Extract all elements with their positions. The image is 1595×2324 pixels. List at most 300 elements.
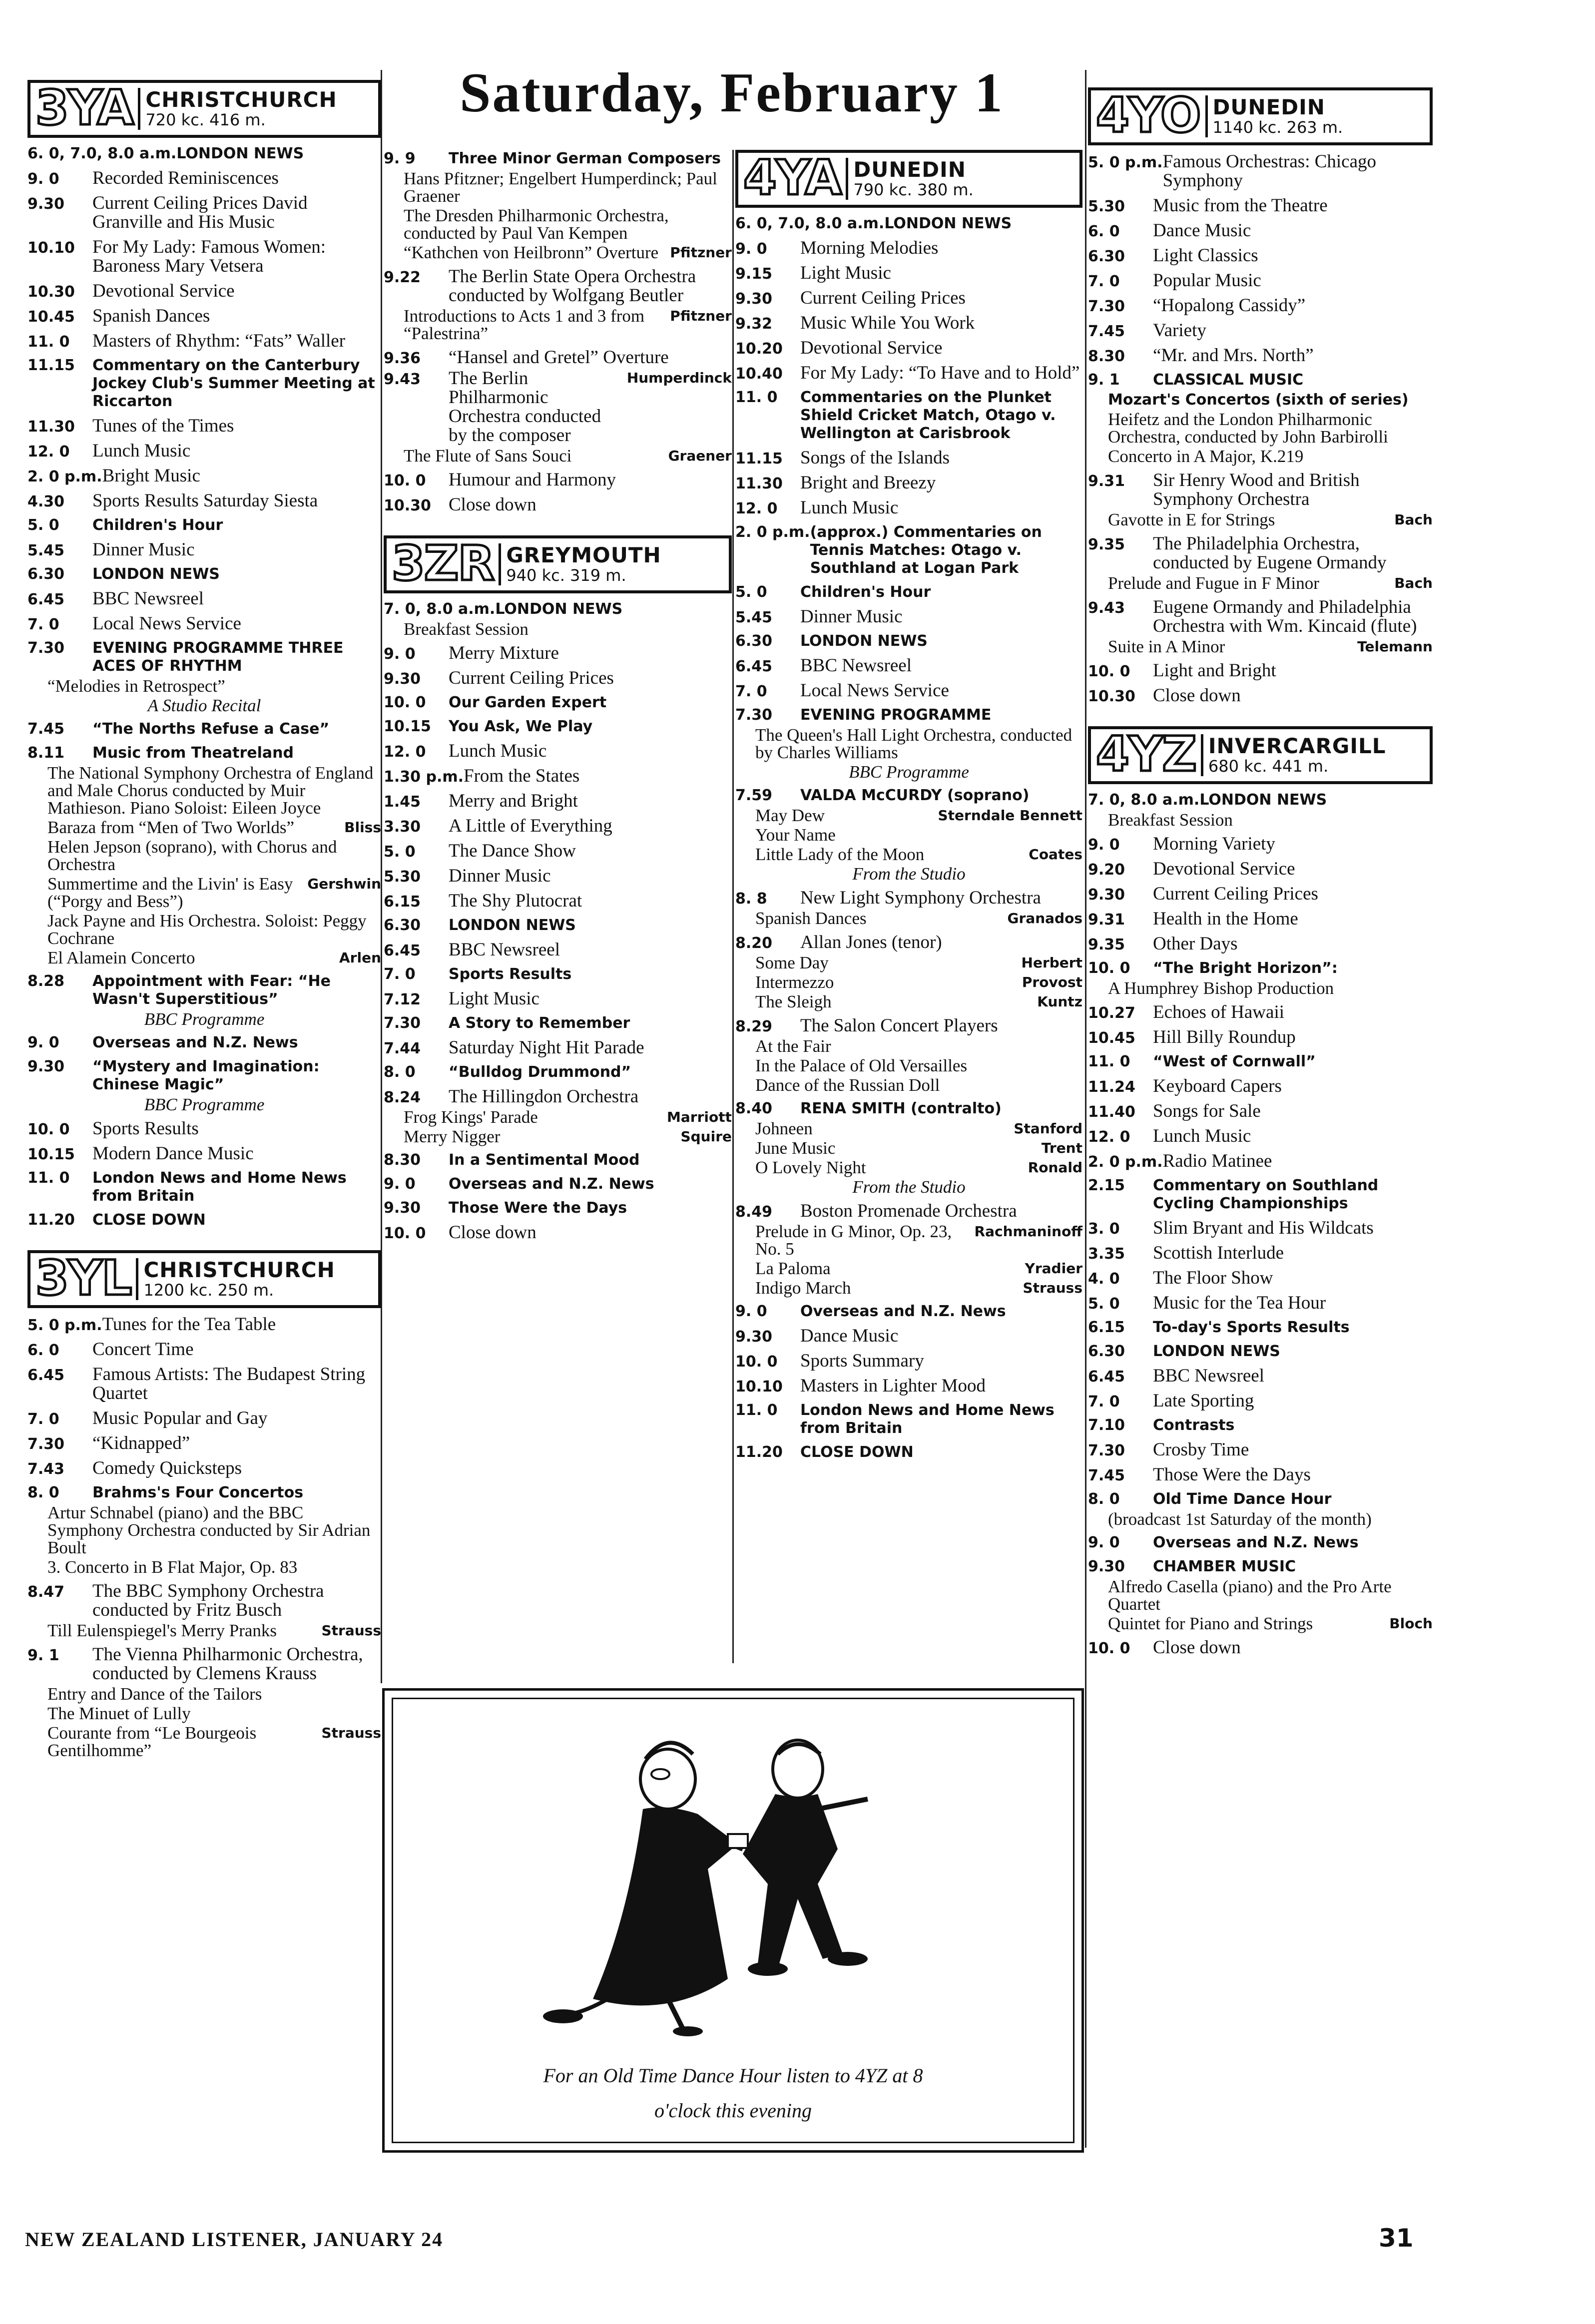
schedule-item xyxy=(1088,959,1433,977)
schedule-item xyxy=(1088,1053,1433,1071)
column-1 xyxy=(27,80,381,1765)
schedule-title: London News and Home News from Britain xyxy=(800,1401,1055,1437)
schedule-item xyxy=(735,264,1082,283)
schedule-time: 8. 0 xyxy=(384,1063,416,1081)
schedule-time: 11. 0 xyxy=(27,333,70,351)
schedule-title: The BBC Symphony Orchestra conducted by Fritz Busch xyxy=(92,1581,324,1620)
schedule-title: Humour and Harmony xyxy=(449,469,616,490)
schedule-time: 5. 0 xyxy=(384,843,416,861)
schedule-time: 5.30 xyxy=(384,868,421,886)
schedule-time: 6.30 xyxy=(1088,1343,1125,1360)
schedule-title: Morning Variety xyxy=(1153,834,1275,854)
station-call-sign: 3YA xyxy=(35,80,133,136)
schedule-detail xyxy=(735,1260,1082,1277)
schedule-item xyxy=(1088,346,1433,365)
schedule-time: 6.30 xyxy=(384,917,421,934)
schedule-time: 5. 0 xyxy=(735,583,767,601)
schedule-time: 8.30 xyxy=(1088,348,1125,365)
schedule-item xyxy=(27,1365,381,1403)
composer-name: Stanford xyxy=(1014,1120,1082,1137)
schedule-item xyxy=(1088,791,1433,809)
schedule-detail xyxy=(735,1120,1082,1137)
schedule-item xyxy=(1088,1244,1433,1263)
schedule-title: Music While You Work xyxy=(800,313,975,333)
schedule-title: Local News Service xyxy=(92,613,241,634)
schedule-title: “Mystery and Imagination: Chinese Magic” xyxy=(92,1058,320,1093)
schedule-title: Light Classics xyxy=(1153,245,1258,266)
schedule-title: “Hansel and Gretel” Overture xyxy=(449,347,669,368)
detail-text: Jack Payne and His Orchestra. Soloist: Peggy Cochrane xyxy=(47,911,367,948)
schedule-time: 9.15 xyxy=(735,265,773,283)
schedule-title: The Philadelphia Orchestra, conducted by Eugene Ormandy xyxy=(1153,533,1387,573)
schedule-item xyxy=(27,491,381,510)
schedule-detail xyxy=(735,1037,1082,1055)
schedule-time: 9.22 xyxy=(384,269,421,286)
schedule-time: 1.45 xyxy=(384,793,421,811)
detail-text: Baraza from “Men of Two Worlds” xyxy=(47,818,294,837)
schedule-title: EVENING PROGRAMME THREE ACES OF RHYTHM xyxy=(92,639,344,675)
station-frequency: 1140 kc. 263 m. xyxy=(1212,118,1343,137)
schedule-title: Tunes of the Times xyxy=(92,416,234,436)
detail-text: Little Lady of the Moon xyxy=(755,845,925,864)
schedule-item xyxy=(27,1144,381,1163)
schedule-time: 7.45 xyxy=(1088,1467,1125,1484)
column-2 xyxy=(384,150,732,1248)
schedule-time: 9. 0 xyxy=(27,1034,59,1051)
detail-text: The National Symphony Orchestra of England and Male Chorus conducted by Muir Mathieson. Piano Soloist: Eileen Joyce xyxy=(47,763,374,818)
schedule-detail xyxy=(735,1178,1082,1196)
schedule-title: A Little of Everything xyxy=(449,816,612,836)
schedule-item xyxy=(27,307,381,326)
schedule-title: Health in the Home xyxy=(1153,909,1298,929)
schedule-time: 5.45 xyxy=(735,609,773,626)
schedule-item xyxy=(735,1303,1082,1321)
schedule-title: Recorded Reminiscences xyxy=(92,168,279,188)
detail-text: “Kathchen von Heilbronn” Overture xyxy=(404,243,659,262)
schedule-time: 7. 0 xyxy=(27,616,59,633)
schedule-detail xyxy=(27,1504,381,1556)
schedule-title: Popular Music xyxy=(1153,270,1261,291)
schedule-item xyxy=(384,600,732,618)
schedule-time: 5. 0 xyxy=(27,516,59,534)
schedule-time: 10. 0 xyxy=(384,1225,426,1242)
schedule-title: CLASSICAL MUSIC xyxy=(1153,371,1304,389)
schedule-item xyxy=(1088,1177,1433,1213)
schedule-item xyxy=(735,449,1082,467)
schedule-item xyxy=(384,940,732,959)
schedule-item xyxy=(384,792,732,811)
schedule-title: Commentary on Southland Cycling Championships xyxy=(1153,1177,1379,1212)
schedule-title: Current Ceiling Prices xyxy=(449,668,614,688)
composer-name: Strauss xyxy=(321,1725,381,1741)
schedule-time: 10. 0 xyxy=(1088,663,1130,680)
schedule-item xyxy=(1088,860,1433,879)
schedule-item xyxy=(384,1175,732,1193)
schedule-time: 9.43 xyxy=(1088,599,1125,617)
schedule-item xyxy=(384,669,732,688)
schedule-item xyxy=(27,1340,381,1359)
schedule-time: 9. 1 xyxy=(1088,371,1120,389)
schedule-title: LONDON NEWS xyxy=(1153,1343,1280,1360)
station-frequency: 790 kc. 380 m. xyxy=(853,180,974,199)
schedule-time: 6.30 xyxy=(27,565,65,583)
schedule-time: 6.30 xyxy=(735,632,773,650)
schedule-time: 7.44 xyxy=(384,1040,421,1057)
schedule-item xyxy=(27,516,381,534)
schedule-time: 9.43 xyxy=(384,371,421,388)
schedule-title: Modern Dance Music xyxy=(92,1143,254,1164)
schedule-item xyxy=(27,1119,381,1138)
schedule-item xyxy=(27,282,381,301)
schedule-title: Allan Jones (tenor) xyxy=(800,932,942,952)
schedule-title: You Ask, We Play xyxy=(449,718,593,735)
schedule-title: Music Popular and Gay xyxy=(92,1408,268,1428)
schedule-item xyxy=(384,989,732,1008)
schedule-title: Sir Henry Wood and British Symphony Orchestra xyxy=(1153,470,1360,509)
composer-name: Yradier xyxy=(1025,1260,1082,1277)
schedule-item xyxy=(1088,1127,1433,1146)
schedule-time: 9.32 xyxy=(735,315,773,333)
schedule-time: 7. 0 xyxy=(735,683,767,700)
column-rule xyxy=(1085,70,1086,2148)
schedule-title: CLOSE DOWN xyxy=(92,1211,206,1229)
schedule-title: The Salon Concert Players xyxy=(800,1015,998,1036)
schedule-detail xyxy=(1088,1615,1433,1632)
schedule-detail xyxy=(735,973,1082,991)
schedule-title: “The Norths Refuse a Case” xyxy=(92,720,330,738)
detail-text: Hans Pfitzner; Engelbert Humperdinck; Paul Graener xyxy=(404,169,717,206)
detail-text: Introductions to Acts 1 and 3 from “Palestrina” xyxy=(404,306,645,343)
composer-name: Strauss xyxy=(1023,1280,1082,1296)
schedule-detail xyxy=(735,1279,1082,1297)
schedule-time: 1.30 p.m. xyxy=(384,768,464,786)
schedule-item xyxy=(735,314,1082,333)
schedule-detail xyxy=(1088,979,1433,997)
schedule-detail xyxy=(1088,511,1433,528)
schedule-time: 10.20 xyxy=(735,340,783,358)
station-frequency: 940 kc. 319 m. xyxy=(506,566,626,585)
schedule-title: The Berlin State Opera Orchestra conducted by Wolfgang Beutler xyxy=(449,266,696,306)
schedule-title: Famous Artists: The Budapest String Quartet xyxy=(92,1364,366,1403)
composer-name: Arlen xyxy=(339,949,381,966)
schedule-time: 8.24 xyxy=(384,1089,421,1106)
schedule-time: 6. 0 xyxy=(1088,223,1120,240)
schedule-item xyxy=(1088,296,1433,315)
schedule-title: Lunch Music xyxy=(800,497,899,518)
schedule-detail xyxy=(1088,448,1433,465)
schedule-title: Eugene Ormandy and Philadelphia Orchestra with Wm. Kincaid (flute) xyxy=(1153,597,1417,636)
schedule-time: 8. 0 xyxy=(1088,1490,1120,1508)
schedule-time: 11. 0 xyxy=(735,389,778,406)
schedule-title: BBC Newsreel xyxy=(92,588,204,609)
schedule-detail xyxy=(27,764,381,817)
detail-text: Till Eulenspiegel's Merry Pranks xyxy=(47,1621,277,1640)
schedule-time: 9. 0 xyxy=(384,1175,416,1193)
schedule-item xyxy=(384,694,732,712)
schedule-title: LONDON NEWS xyxy=(92,565,220,583)
schedule-time: 10.30 xyxy=(27,283,75,301)
detail-text: Prelude in G Minor, Op. 23, No. 5 xyxy=(755,1222,952,1259)
detail-text: Spanish Dances xyxy=(755,909,867,928)
schedule-item xyxy=(1088,835,1433,854)
schedule-time: 9.36 xyxy=(384,350,421,367)
schedule-detail xyxy=(384,207,732,242)
schedule-time: 4. 0 xyxy=(1088,1270,1120,1288)
schedule-title: Keyboard Capers xyxy=(1153,1076,1282,1096)
schedule-title: Masters in Lighter Mood xyxy=(800,1376,986,1396)
schedule-item xyxy=(27,1169,381,1205)
schedule-detail xyxy=(1088,411,1433,446)
schedule-detail xyxy=(735,993,1082,1010)
old-time-dance-advert xyxy=(382,1688,1084,2153)
schedule-time: 7.59 xyxy=(735,787,773,804)
schedule-title: Famous Orchestras: Chicago Symphony xyxy=(1162,151,1377,191)
schedule-time: 11.30 xyxy=(735,475,783,492)
schedule-time: 10. 0 xyxy=(735,1353,778,1371)
schedule-time: 10.30 xyxy=(1088,688,1135,705)
detail-text: The Dresden Philharmonic Orchestra, conducted by Paul Van Kempen xyxy=(404,206,669,243)
schedule-time: 3.30 xyxy=(384,818,421,836)
schedule-item xyxy=(735,289,1082,308)
schedule-item xyxy=(1088,321,1433,340)
schedule-item xyxy=(384,150,732,168)
schedule-title: Commentary on the Canterbury Jockey Club's Summer Meeting at Riccarton xyxy=(92,357,375,410)
schedule-detail xyxy=(735,846,1082,863)
schedule-title: VALDA McCURDY (soprano) xyxy=(800,787,1030,804)
column-4 xyxy=(1088,87,1433,1663)
schedule-title: For My Lady: Famous Women: Baroness Mary Vetsera xyxy=(92,237,326,276)
schedule-3yl-continued xyxy=(384,150,732,514)
schedule-time: 11. 0 xyxy=(735,1401,778,1419)
schedule-title: Close down xyxy=(1153,685,1241,706)
schedule-title: A Story to Remember xyxy=(449,1014,630,1032)
schedule-time: 7.30 xyxy=(27,639,65,657)
schedule-item xyxy=(1088,1003,1433,1022)
schedule-title: Lunch Music xyxy=(1153,1126,1251,1146)
schedule-time: 11. 0 xyxy=(1088,1053,1130,1070)
schedule-time: 12. 0 xyxy=(384,743,426,761)
schedule-item xyxy=(384,644,732,663)
schedule-title: Morning Melodies xyxy=(800,238,939,258)
schedule-title: Merry and Bright xyxy=(449,791,578,811)
schedule-title: Light Music xyxy=(800,263,891,283)
schedule-detail xyxy=(735,1223,1082,1258)
schedule-title: Those Were the Days xyxy=(449,1199,627,1217)
schedule-title: Late Sporting xyxy=(1153,1391,1254,1411)
schedule-item xyxy=(1088,1319,1433,1337)
schedule-time: 7. 0 xyxy=(27,1410,59,1428)
schedule-time: 6.45 xyxy=(384,942,421,959)
schedule-title: Comedy Quicksteps xyxy=(92,1458,242,1478)
schedule-item xyxy=(1088,1465,1433,1484)
detail-text: Mozart's Concertos (sixth of series) xyxy=(1108,391,1409,409)
schedule-title: CLOSE DOWN xyxy=(800,1443,914,1461)
schedule-title: Our Garden Expert xyxy=(449,694,607,711)
schedule-time: 7.30 xyxy=(1088,1442,1125,1459)
schedule-title: Current Ceiling Prices xyxy=(800,288,966,308)
schedule-title: Lunch Music xyxy=(92,441,191,461)
schedule-detail xyxy=(735,954,1082,971)
composer-name: Marriott xyxy=(667,1109,732,1125)
schedule-title: LONDON NEWS xyxy=(800,632,928,650)
composer-name: Squire xyxy=(680,1128,732,1145)
station-logo-4yz xyxy=(1088,726,1433,784)
schedule-title: Overseas and N.Z. News xyxy=(800,1303,1006,1320)
schedule-item xyxy=(1088,1490,1433,1508)
schedule-item xyxy=(27,357,381,411)
schedule-item xyxy=(27,1582,381,1620)
schedule-detail xyxy=(384,1108,732,1126)
schedule-item xyxy=(384,917,732,934)
detail-text: Intermezzo xyxy=(755,972,834,992)
schedule-item xyxy=(1088,534,1433,572)
schedule-time: 10. 0 xyxy=(384,694,426,711)
schedule-time: 7.30 xyxy=(384,1014,421,1032)
footer-publication: NEW ZEALAND LISTENER, JANUARY 24 xyxy=(25,2228,444,2251)
schedule-item xyxy=(1088,934,1433,953)
schedule-time: 6. 0, 7.0, 8.0 a.m. xyxy=(27,145,177,162)
schedule-time: 7.30 xyxy=(1088,298,1125,315)
schedule-time: 6.45 xyxy=(27,591,65,608)
schedule-detail xyxy=(1088,1578,1433,1613)
schedule-time: 2. 0 p.m. xyxy=(27,468,102,485)
schedule-item xyxy=(27,1459,381,1478)
schedule-title: “Bulldog Drummond” xyxy=(449,1063,631,1081)
schedule-detail xyxy=(384,170,732,205)
detail-text: Helen Jepson (soprano), with Chorus and Orchestra xyxy=(47,837,337,874)
schedule-time: 8. 8 xyxy=(735,890,767,908)
schedule-time: 6.45 xyxy=(735,658,773,675)
schedule-item xyxy=(384,842,732,861)
schedule-detail xyxy=(384,1128,732,1145)
composer-name: Gershwin xyxy=(307,876,381,892)
schedule-4ya xyxy=(735,215,1082,1461)
schedule-item xyxy=(27,417,381,436)
schedule-item xyxy=(735,239,1082,258)
schedule-item xyxy=(735,681,1082,700)
composer-name: Trent xyxy=(1041,1140,1082,1156)
detail-text: The Flute of Sans Souci xyxy=(404,446,572,465)
detail-text: The Minuet of Lully xyxy=(47,1704,191,1723)
schedule-title: Light and Bright xyxy=(1153,660,1276,681)
schedule-title: Music from the Theatre xyxy=(1153,195,1328,216)
schedule-time: 7.45 xyxy=(1088,323,1125,340)
schedule-title: The Vienna Philharmonic Orchestra, conducted by Clemens Krauss xyxy=(92,1644,363,1684)
schedule-time: 10.10 xyxy=(27,239,75,257)
schedule-item xyxy=(384,742,732,761)
schedule-title: For My Lady: “To Have and to Hold” xyxy=(800,363,1080,383)
schedule-title: Music for the Tea Hour xyxy=(1153,1293,1326,1313)
schedule-item xyxy=(735,889,1082,908)
schedule-time: 9. 1 xyxy=(27,1647,59,1664)
schedule-item xyxy=(27,589,381,608)
detail-text: BBC Programme xyxy=(849,762,969,782)
detail-text: Entry and Dance of the Tailors xyxy=(47,1684,262,1704)
schedule-detail xyxy=(1088,638,1433,655)
detail-text: 3. Concerto in B Flat Major, Op. 83 xyxy=(47,1557,298,1577)
schedule-item xyxy=(27,442,381,461)
station-city: DUNEDIN xyxy=(853,157,966,182)
advert-caption-line-2: o'clock this evening xyxy=(654,2099,812,2122)
schedule-item xyxy=(735,632,1082,650)
station-frequency: 1200 kc. 250 m. xyxy=(143,1281,274,1300)
schedule-item xyxy=(27,1058,381,1094)
schedule-time: 5. 0 xyxy=(1088,1295,1120,1313)
dancing-couple-illustration xyxy=(518,1719,958,2039)
detail-text: Concerto in A Major, K.219 xyxy=(1108,447,1304,466)
schedule-title: Echoes of Hawaii xyxy=(1153,1002,1285,1022)
detail-text: May Dew xyxy=(755,806,825,825)
station-call-sign: 4YO xyxy=(1096,87,1200,143)
schedule-item xyxy=(27,744,381,762)
schedule-title: Boston Promenade Orchestra xyxy=(800,1201,1017,1221)
detail-text: “Melodies in Retrospect” xyxy=(47,676,225,696)
schedule-title: The Berlin Philharmonic Orchestra conducted by the composer xyxy=(449,368,601,446)
schedule-item xyxy=(1088,1028,1433,1047)
schedule-title: Close down xyxy=(449,494,536,515)
schedule-detail xyxy=(384,447,732,465)
schedule-title: Variety xyxy=(1153,320,1206,341)
schedule-item xyxy=(384,470,732,489)
composer-name: Strauss xyxy=(321,1622,381,1639)
schedule-item xyxy=(27,972,381,1008)
schedule-title: Sports Results xyxy=(449,965,572,983)
schedule-title: “West of Cornwall” xyxy=(1153,1053,1316,1070)
schedule-title: Old Time Dance Hour xyxy=(1153,1490,1332,1508)
schedule-detail xyxy=(27,1010,381,1028)
composer-name: Provost xyxy=(1022,974,1082,990)
detail-text: Johneen xyxy=(755,1119,813,1138)
schedule-detail xyxy=(27,1096,381,1113)
schedule-item xyxy=(735,1352,1082,1371)
schedule-item xyxy=(27,145,381,163)
detail-text: Quintet for Piano and Strings xyxy=(1108,1614,1313,1633)
schedule-time: 11.24 xyxy=(1088,1078,1135,1096)
detail-text: From the Studio xyxy=(852,864,966,884)
schedule-time: 9. 0 xyxy=(1088,836,1120,854)
schedule-item xyxy=(1088,1416,1433,1434)
schedule-item xyxy=(384,892,732,911)
schedule-item xyxy=(1088,371,1433,389)
schedule-time: 12. 0 xyxy=(1088,1128,1130,1146)
schedule-title: LONDON NEWS xyxy=(449,917,576,934)
schedule-time: 2. 0 p.m. xyxy=(1088,1153,1163,1171)
schedule-time: 9.35 xyxy=(1088,536,1125,553)
schedule-item xyxy=(1088,271,1433,290)
schedule-item xyxy=(27,1034,381,1052)
schedule-time: 9.30 xyxy=(1088,1558,1125,1575)
composer-name: Graener xyxy=(668,448,732,464)
schedule-detail xyxy=(1088,391,1433,409)
schedule-item xyxy=(735,1377,1082,1395)
schedule-time: 10.15 xyxy=(384,718,431,735)
schedule-item xyxy=(1088,686,1433,705)
schedule-time: 10.27 xyxy=(1088,1004,1135,1022)
composer-name: Bach xyxy=(1394,511,1433,528)
schedule-item xyxy=(1088,1152,1433,1171)
detail-text: At the Fair xyxy=(755,1036,831,1056)
schedule-item xyxy=(1088,1534,1433,1552)
schedule-title: Local News Service xyxy=(800,680,949,701)
schedule-time: 10.45 xyxy=(1088,1029,1135,1047)
schedule-time: 11.30 xyxy=(27,418,75,436)
schedule-item xyxy=(384,1087,732,1106)
schedule-title: Overseas and N.Z. News xyxy=(449,1175,654,1193)
schedule-item xyxy=(1088,598,1433,636)
composer-name: Bach xyxy=(1394,575,1433,591)
schedule-title: Slim Bryant and His Wildcats xyxy=(1153,1218,1374,1238)
schedule-detail xyxy=(384,244,732,261)
